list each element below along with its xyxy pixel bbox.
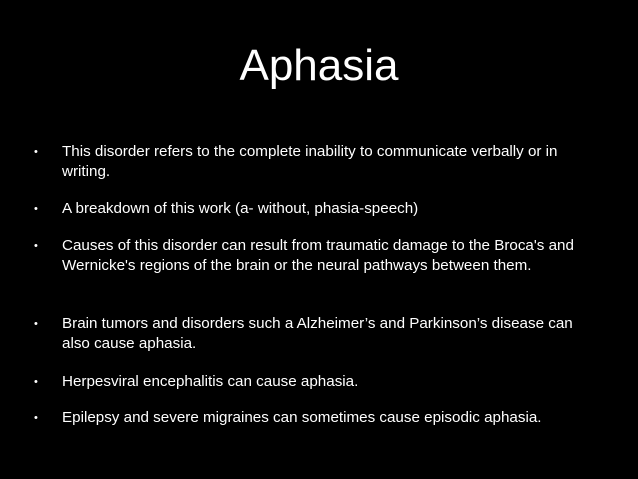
bullet-icon: • <box>34 240 38 252</box>
bullet-text: Brain tumors and disorders such a Alzheimer’s and Parkinson’s disease can also cause aphasia. <box>62 315 573 352</box>
slide-title: Aphasia <box>239 41 399 90</box>
bullet-item <box>34 314 594 354</box>
bullet-text: A breakdown of this work (a- without, phasia-speech) <box>62 200 419 217</box>
bullet-text: Epilepsy and severe migraines can sometimes cause episodic aphasia. <box>62 409 542 426</box>
bullet-icon: • <box>34 146 38 158</box>
bullet-text: Herpesviral encephalitis can cause aphasia. <box>62 373 359 390</box>
bullet-icon: • <box>34 376 38 388</box>
bullet-icon: • <box>34 318 38 330</box>
bullet-item <box>34 372 594 392</box>
bullet-item <box>34 142 594 182</box>
bullet-text: Causes of this disorder can result from traumatic damage to the Broca's and Wernicke's regions of the brain or the neural pathways between them. <box>62 237 574 274</box>
bullet-text: This disorder refers to the complete inability to communicate verbally or in writing. <box>62 143 558 180</box>
bullet-icon: • <box>34 203 38 215</box>
bullet-item <box>34 236 594 276</box>
bullet-icon: • <box>34 412 38 424</box>
bullet-item <box>34 199 594 219</box>
bullet-item <box>34 408 594 428</box>
